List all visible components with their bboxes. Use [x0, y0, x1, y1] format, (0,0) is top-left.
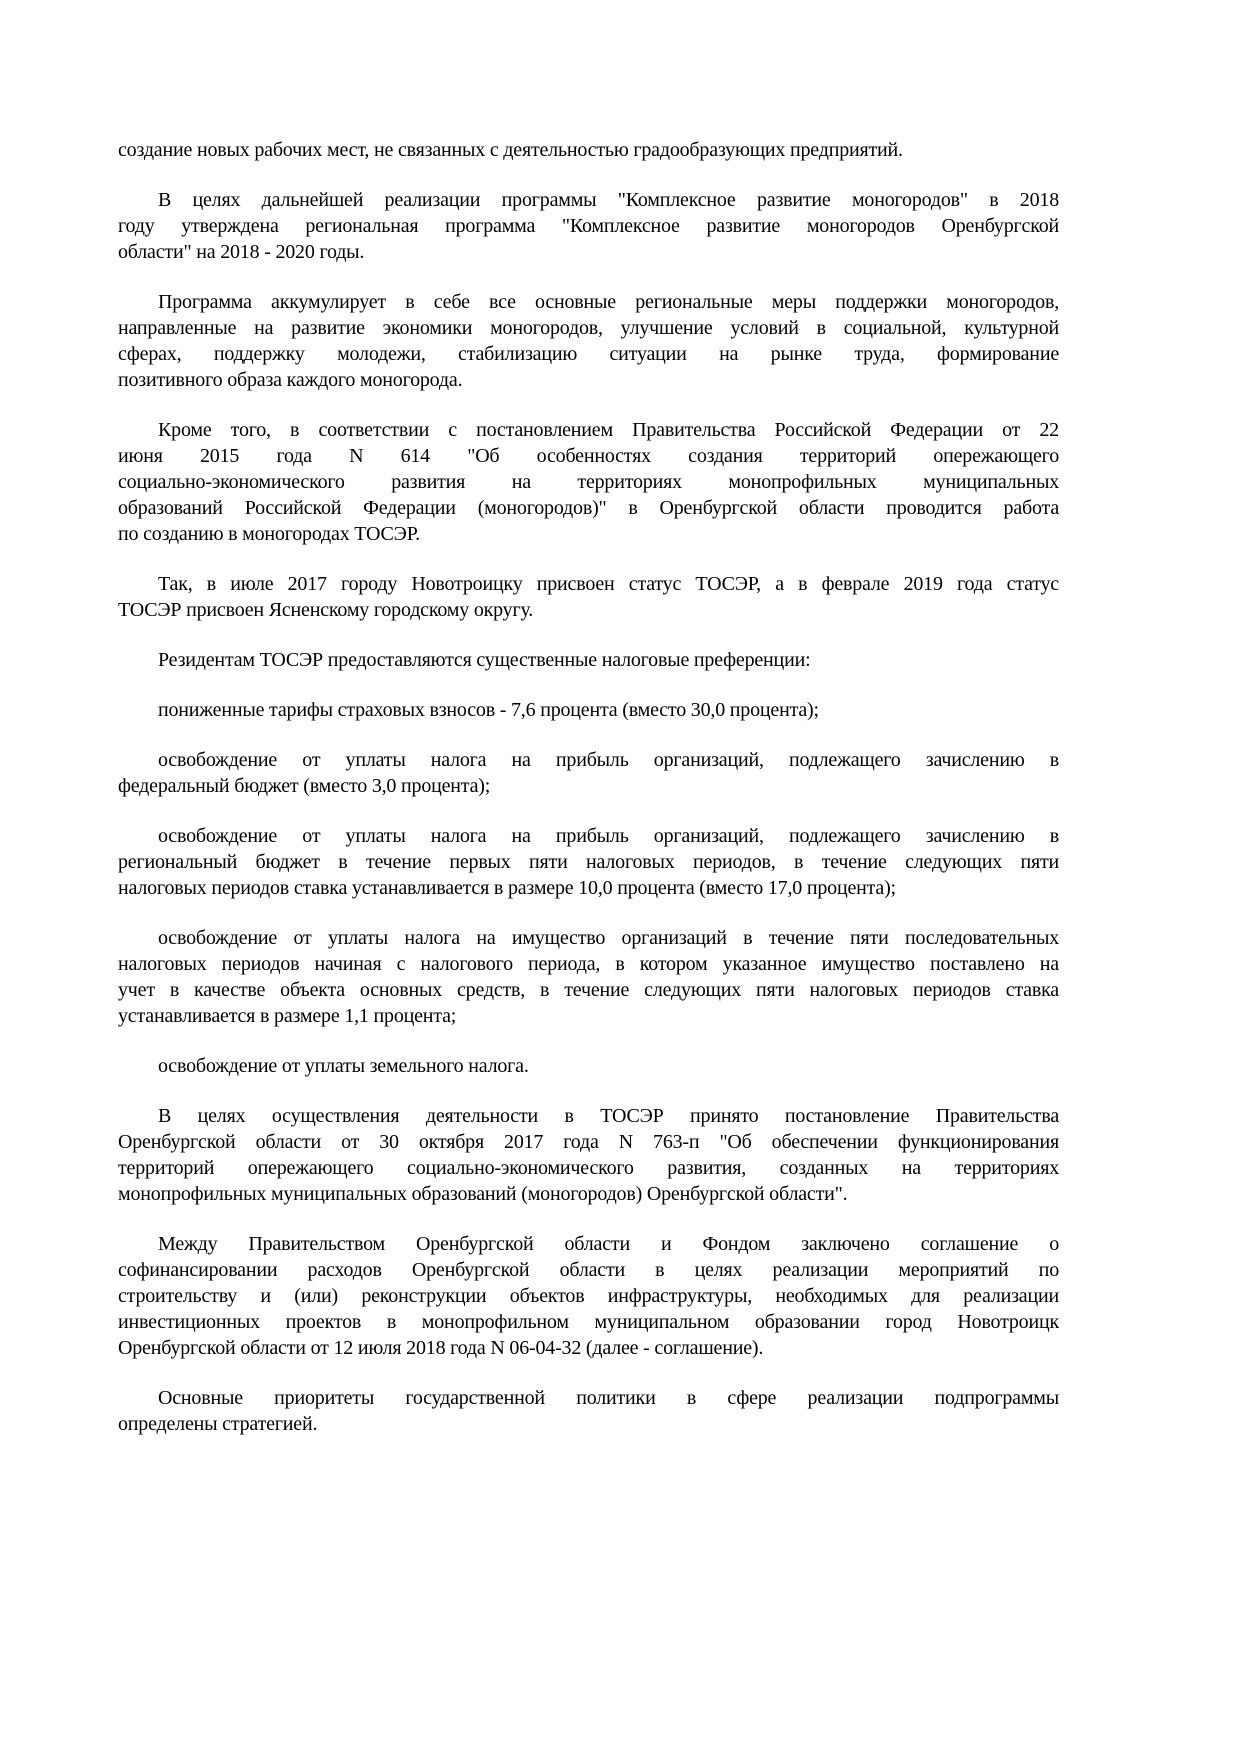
paragraph-line: освобождение от уплаты налога на прибыль организаций, подлежащего зачислению в	[158, 749, 1059, 771]
paragraph	[118, 925, 1059, 1029]
paragraph-line: учет в качестве объекта основных средств, в течение следующих пяти налоговых периодов ставка	[118, 979, 1059, 1001]
paragraph-line: В целях осуществления деятельности в ТОСЭР принято постановление Правительства	[158, 1105, 1059, 1127]
paragraph-line: софинансировании расходов Оренбургской области в целях реализации мероприятий по	[118, 1259, 1059, 1281]
paragraph-line: монопрофильных муниципальных образований (моногородов) Оренбургской области".	[118, 1183, 848, 1205]
paragraph-line: Программа аккумулирует в себе все основные региональные меры поддержки моногородов,	[158, 291, 1059, 313]
paragraph-line: Кроме того, в соответствии с постановлением Правительства Российской Федерации от 22	[158, 419, 1059, 441]
paragraph-line: пониженные тарифы страховых взносов - 7,6 процента (вместо 30,0 процента);	[158, 699, 819, 721]
paragraph	[118, 137, 1059, 163]
paragraph-line: налоговых периодов начиная с налогового периода, в котором указанное имущество поставлено на	[118, 953, 1059, 975]
paragraph-line: налоговых периодов ставка устанавливается в размере 10,0 процента (вместо 17,0 процента);	[118, 877, 896, 899]
paragraph	[118, 417, 1059, 547]
paragraph	[118, 1103, 1059, 1207]
paragraph-line: освобождение от уплаты налога на имущество организаций в течение пяти последовательных	[158, 927, 1059, 949]
paragraph	[118, 697, 1059, 723]
paragraph-line: устанавливается в размере 1,1 процента;	[118, 1005, 457, 1027]
paragraph	[118, 571, 1059, 623]
paragraph-line: создание новых рабочих мест, не связанных с деятельностью градообразующих предприятий.	[118, 139, 903, 161]
paragraph-line: позитивного образа каждого моногорода.	[118, 369, 463, 391]
paragraph-line: области" на 2018 - 2020 годы.	[118, 241, 365, 263]
paragraph-line: Так, в июле 2017 городу Новотроицку присвоен статус ТОСЭР, а в феврале 2019 года статус	[158, 573, 1059, 595]
paragraph-line: социально-экономического развития на территориях монопрофильных муниципальных	[118, 471, 1059, 493]
paragraph-line: образований Российской Федерации (моногородов)" в Оренбургской области проводится работа	[118, 497, 1059, 519]
paragraph-line: освобождение от уплаты налога на прибыль организаций, подлежащего зачислению в	[158, 825, 1059, 847]
paragraph-line: инвестиционных проектов в монопрофильном муниципальном образовании город Новотроицк	[118, 1311, 1059, 1333]
paragraph-line: Между Правительством Оренбургской области и Фондом заключено соглашение о	[158, 1233, 1059, 1255]
paragraph-line: В целях дальнейшей реализации программы "Комплексное развитие моногородов" в 2018	[158, 189, 1059, 211]
paragraph	[118, 1053, 1059, 1079]
paragraph-line: году утверждена региональная программа "Комплексное развитие моногородов Оренбургской	[118, 215, 1059, 237]
paragraph-line: федеральный бюджет (вместо 3,0 процента);	[118, 775, 491, 797]
paragraph-line: июня 2015 года N 614 "Об особенностях создания территорий опережающего	[118, 445, 1059, 467]
paragraph-line: по созданию в моногородах ТОСЭР.	[118, 523, 420, 545]
paragraph-line: освобождение от уплаты земельного налога.	[158, 1055, 529, 1077]
paragraph	[118, 747, 1059, 799]
paragraph	[118, 1385, 1059, 1437]
paragraph-line: Основные приоритеты государственной политики в сфере реализации подпрограммы	[158, 1387, 1059, 1409]
paragraph	[118, 1231, 1059, 1361]
paragraph-line: Оренбургской области от 12 июля 2018 года N 06-04-32 (далее - соглашение).	[118, 1337, 764, 1359]
paragraph-line: ТОСЭР присвоен Ясненскому городскому округу.	[118, 599, 534, 621]
paragraph-line: Оренбургской области от 30 октября 2017 года N 763-п "Об обеспечении функционирования	[118, 1131, 1059, 1153]
document-page	[118, 137, 1059, 1461]
paragraph	[118, 823, 1059, 901]
paragraph	[118, 187, 1059, 265]
paragraph-line: направленные на развитие экономики моногородов, улучшение условий в социальной, культурной	[118, 317, 1059, 339]
paragraph-line: определены стратегией.	[118, 1413, 318, 1435]
paragraph	[118, 289, 1059, 393]
paragraph-line: региональный бюджет в течение первых пяти налоговых периодов, в течение следующих пяти	[118, 851, 1059, 873]
paragraph-line: Резидентам ТОСЭР предоставляются существенные налоговые преференции:	[158, 649, 811, 671]
paragraph-line: строительству и (или) реконструкции объектов инфраструктуры, необходимых для реализации	[118, 1285, 1059, 1307]
paragraph-line: территорий опережающего социально-экономического развития, созданных на территориях	[118, 1157, 1059, 1179]
paragraph	[118, 647, 1059, 673]
paragraph-line: сферах, поддержку молодежи, стабилизацию ситуации на рынке труда, формирование	[118, 343, 1059, 365]
